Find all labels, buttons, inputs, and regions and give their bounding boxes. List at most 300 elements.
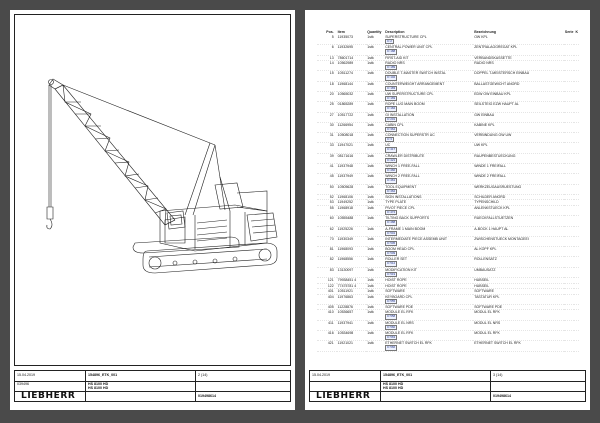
table-row xyxy=(317,184,579,194)
row-pos: 404 xyxy=(317,294,337,304)
row-item: 11921021 xyxy=(337,341,367,351)
date-label: 15.04.2019 xyxy=(312,373,330,377)
row-item: 11925226 xyxy=(337,226,367,236)
liebherr-logo: LIEBHERR xyxy=(316,391,371,401)
row-description-text: DOUBLE T-MASTER SWITCH INSTAL xyxy=(385,71,446,76)
row-page-link[interactable]: D 560 xyxy=(387,324,396,329)
row-pos: 405 xyxy=(317,304,337,310)
col-item: Item xyxy=(337,30,345,34)
row-pos: 421 xyxy=(317,341,337,351)
row-description xyxy=(384,330,473,340)
row-description xyxy=(384,236,473,246)
row-serie xyxy=(564,45,575,55)
row-bezeichnung: AL KOPF KPL xyxy=(473,247,564,257)
row-description xyxy=(384,247,473,257)
row-description-text: A-FRAME 1 MAIN BOOM xyxy=(385,226,426,231)
row-description xyxy=(384,143,473,153)
row-description xyxy=(384,71,473,81)
row-page-link[interactable]: D 461 xyxy=(387,178,396,183)
row-serie xyxy=(564,226,575,236)
row-description-text: UW SUPERSTRUCTURE CPL xyxy=(385,91,434,96)
row-pos: 5 xyxy=(317,35,337,45)
row-serie xyxy=(564,310,575,320)
document-id: 019498614 xyxy=(493,394,511,398)
row-page-link[interactable]: D 460 xyxy=(387,168,396,173)
row-k xyxy=(574,341,579,351)
row-pos: 62 xyxy=(317,226,337,236)
row-item: 11968918 xyxy=(337,205,367,215)
row-bezeichnung: ZWISCHENSTUECK MONTAGEEI xyxy=(473,236,564,246)
row-serie xyxy=(564,61,575,71)
row-page-link[interactable]: D 169 xyxy=(387,95,396,100)
drawing-frame xyxy=(14,14,291,366)
row-description-text: CENTRAL POWER UNIT CPL xyxy=(385,45,433,50)
table-row xyxy=(317,216,579,226)
row-qty: 1stk xyxy=(366,236,384,246)
row-bezeichnung: WINDE 2 FREIFALL xyxy=(473,174,564,184)
row-serie xyxy=(564,122,575,132)
col-desc: Description xyxy=(385,30,405,34)
row-k xyxy=(574,205,579,215)
row-qty: 1stk xyxy=(366,320,384,330)
row-serie xyxy=(564,247,575,257)
row-page-link[interactable]: D 555 xyxy=(387,298,396,303)
table-row xyxy=(317,143,579,153)
row-k xyxy=(574,45,579,55)
row-page-link[interactable]: D 566 xyxy=(387,345,396,350)
row-bezeichnung: VERBANDSKASSETTE xyxy=(473,55,564,61)
row-description xyxy=(384,341,473,351)
table-row xyxy=(317,112,579,122)
row-description xyxy=(384,205,473,215)
row-bezeichnung: A-BOCK 1 HAUPT AL xyxy=(473,226,564,236)
row-description-text: CABIN CPL xyxy=(385,122,404,127)
row-serie xyxy=(564,267,575,277)
row-qty: 1stk xyxy=(366,133,384,143)
row-qty: 1stk xyxy=(366,289,384,295)
row-serie xyxy=(564,257,575,267)
row-item: 10517722 xyxy=(337,112,367,122)
row-k xyxy=(574,330,579,340)
row-qty: 1stk xyxy=(366,304,384,310)
row-bezeichnung: MODUL EL RFK xyxy=(473,330,564,340)
row-bezeichnung: BALLASTGEWICHT ANORD xyxy=(473,81,564,91)
row-k xyxy=(574,216,579,226)
row-bezeichnung: ZENTRALAGGREGAT KPL xyxy=(473,45,564,55)
page-right xyxy=(305,10,590,410)
table-row xyxy=(317,341,579,351)
row-description-text: PIVOT PIECE CPL xyxy=(385,205,415,210)
row-k xyxy=(574,35,579,45)
row-item: 13130097 xyxy=(337,267,367,277)
row-k xyxy=(574,294,579,304)
row-bezeichnung: OW KPL xyxy=(473,35,564,45)
row-page-link[interactable]: D 474 xyxy=(387,209,396,214)
row-serie xyxy=(564,81,575,91)
row-k xyxy=(574,153,579,163)
row-k xyxy=(574,247,579,257)
row-pos: 416 xyxy=(317,330,337,340)
row-k xyxy=(574,143,579,153)
row-pos: 122 xyxy=(317,283,337,289)
row-item: 11937948 xyxy=(337,164,367,174)
row-pos: 33 xyxy=(317,143,337,153)
row-pos: 82 xyxy=(317,257,337,267)
table-row xyxy=(317,174,579,184)
row-pos: 25 xyxy=(317,102,337,112)
row-description xyxy=(384,226,473,236)
row-bezeichnung: RAUPENBESTUECKUNG xyxy=(473,153,564,163)
row-item: 10555488 xyxy=(337,216,367,226)
row-k xyxy=(574,81,579,91)
row-description-text: GI INSTALLATION xyxy=(385,112,415,117)
row-qty: 1stk xyxy=(366,91,384,101)
row-description-text: MODULE EL NRS xyxy=(385,320,414,325)
row-qty: 1stk xyxy=(366,55,384,61)
col-serie: Serie xyxy=(564,30,574,34)
row-description xyxy=(384,267,473,277)
row-page-link[interactable]: D 501 xyxy=(387,230,396,235)
row-bezeichnung: UW KPL xyxy=(473,143,564,153)
row-item: 11968556 xyxy=(337,257,367,267)
row-page-link[interactable]: D 462 xyxy=(387,188,396,193)
row-serie xyxy=(564,35,575,45)
row-qty: 1stk xyxy=(366,71,384,81)
row-pos: 14 xyxy=(317,61,337,71)
row-serie xyxy=(564,112,575,122)
row-qty: 1stk xyxy=(366,81,384,91)
row-description xyxy=(384,174,473,184)
row-page-link[interactable]: D 183 xyxy=(387,85,396,90)
row-k xyxy=(574,61,579,71)
row-qty: 1stk xyxy=(366,200,384,206)
row-bezeichnung: SOFTWARE xyxy=(473,289,564,295)
row-qty: 1stk xyxy=(366,267,384,277)
row-qty: 1stk xyxy=(366,205,384,215)
row-item: 11949252 xyxy=(337,200,367,206)
row-page-link[interactable]: D 201 xyxy=(387,116,396,121)
col-k: K xyxy=(575,30,578,34)
model-2: HS 8100 HD xyxy=(383,386,404,390)
row-description-text: HOIST ROPE xyxy=(385,283,407,288)
table-row xyxy=(317,81,579,91)
crawler-crane-drawing xyxy=(15,15,290,365)
row-description xyxy=(384,102,473,112)
row-item: 11947021 xyxy=(337,143,367,153)
row-description-text: MODULE EL RFK xyxy=(385,330,414,335)
row-item: 08171616 xyxy=(337,153,367,163)
row-item: 10511274 xyxy=(337,71,367,81)
row-k xyxy=(574,257,579,267)
row-page-link[interactable]: D 417 xyxy=(387,147,396,152)
row-bezeichnung: ANLENKSTUECK KPL xyxy=(473,205,564,215)
row-serie xyxy=(564,102,575,112)
row-k xyxy=(574,226,579,236)
row-item: 11937949 xyxy=(337,174,367,184)
row-page-link[interactable]: D 2 xyxy=(387,39,392,43)
row-page-link[interactable]: D 364 xyxy=(387,126,396,131)
row-item: 79938451 4 xyxy=(337,278,367,284)
row-serie xyxy=(564,133,575,143)
table-row xyxy=(317,236,579,246)
row-page-link[interactable]: D 488 xyxy=(387,220,396,225)
row-description-text: UC xyxy=(385,143,391,148)
row-description-text: SOFTWARE PDE xyxy=(385,304,414,309)
row-item: 10505628 xyxy=(337,184,367,194)
row-description xyxy=(384,81,473,91)
row-qty: 1stk xyxy=(366,35,384,45)
row-qty: 1stk xyxy=(366,194,384,200)
row-k xyxy=(574,320,579,330)
table-row xyxy=(317,35,579,45)
row-qty: 1stk xyxy=(366,278,384,284)
row-description-text: MODIFICATION KIT xyxy=(385,267,417,272)
page-left xyxy=(10,10,295,410)
table-row xyxy=(317,61,579,71)
row-description xyxy=(384,35,473,45)
row-page-link[interactable]: D 184 xyxy=(387,106,396,111)
liebherr-logo: LIEBHERR xyxy=(21,391,76,401)
row-qty: 1stk xyxy=(366,294,384,304)
row-pos: 31 xyxy=(317,133,337,143)
row-qty: 1stk xyxy=(366,61,384,71)
row-pos: 27 xyxy=(317,112,337,122)
table-row xyxy=(317,320,579,330)
col-pos: Pos. xyxy=(326,30,334,34)
row-bezeichnung: RADIO NRS xyxy=(473,61,564,71)
row-serie xyxy=(564,184,575,194)
row-bezeichnung: ROLLENSATZ xyxy=(473,257,564,267)
row-qty: 1stk xyxy=(366,164,384,174)
row-qty: 1stk xyxy=(366,112,384,122)
row-qty: 1stk xyxy=(366,310,384,320)
row-pos: 18 xyxy=(317,81,337,91)
title-block-left xyxy=(14,370,291,402)
row-pos: 410 xyxy=(317,310,337,320)
row-description-text: TOOL EQUIPMENT xyxy=(385,184,417,189)
row-page-link[interactable]: D 421 xyxy=(387,157,396,162)
row-pos: 50 xyxy=(317,184,337,194)
table-row xyxy=(317,91,579,101)
row-description xyxy=(384,164,473,174)
row-k xyxy=(574,236,579,246)
row-pos: 83 xyxy=(317,267,337,277)
title-block-right xyxy=(309,370,586,402)
row-page-link[interactable]: D 512 xyxy=(387,261,396,266)
row-page-link[interactable]: D 509 xyxy=(387,251,396,256)
row-item: 10536657 xyxy=(337,310,367,320)
row-description-text: ROPE LUG MAIN BOOM xyxy=(385,102,425,107)
row-serie xyxy=(564,341,575,351)
row-description-text: CONNECTION SUPERSTR UC xyxy=(385,133,435,138)
table-row xyxy=(317,205,579,215)
parts-list-table xyxy=(317,29,579,352)
row-description-text: ETHERNET SWITCH EL RFK xyxy=(385,341,432,346)
row-description xyxy=(384,216,473,226)
row-description-text: MODULE EL RFK xyxy=(385,310,414,315)
row-k xyxy=(574,164,579,174)
row-qty: 1stk xyxy=(366,45,384,55)
row-item: 10562989 xyxy=(337,61,367,71)
row-serie xyxy=(564,143,575,153)
row-description xyxy=(384,294,473,304)
table-row xyxy=(317,247,579,257)
row-item: 01865289 xyxy=(337,102,367,112)
row-item: 11930349 xyxy=(337,236,367,246)
row-bezeichnung: RUECKFALLSTUETZEN xyxy=(473,216,564,226)
row-pos: 15 xyxy=(317,71,337,81)
row-bezeichnung: HUBSEIL xyxy=(473,283,564,289)
row-item: 11968106 xyxy=(337,194,367,200)
row-description xyxy=(384,91,473,101)
row-pos: 6 xyxy=(317,45,337,55)
row-bezeichnung: UMBAUSATZ xyxy=(473,267,564,277)
row-k xyxy=(574,267,579,277)
table-row xyxy=(317,294,579,304)
row-qty: 1stk xyxy=(366,174,384,184)
row-serie xyxy=(564,174,575,184)
code-label: 039496 xyxy=(17,382,29,386)
table-row xyxy=(317,164,579,174)
row-description-text: SUPERSTRUCTURE CPL xyxy=(385,35,427,39)
row-serie xyxy=(564,216,575,226)
row-item: 10534698 xyxy=(337,330,367,340)
row-k xyxy=(574,184,579,194)
row-page-link[interactable]: D 558 xyxy=(387,314,396,319)
row-k xyxy=(574,174,579,184)
row-page-link[interactable]: D 189 xyxy=(387,65,396,70)
row-serie xyxy=(564,236,575,246)
row-bezeichnung: ETHERNET SWITCH EL RFK xyxy=(473,341,564,351)
row-k xyxy=(574,91,579,101)
row-serie xyxy=(564,71,575,81)
row-pos: 13 xyxy=(317,55,337,61)
row-description-text: COUNTERWEIGHT ARRANGEMENT xyxy=(385,81,445,86)
row-bezeichnung: SEILSTEIG EZW HAUPT AL xyxy=(473,102,564,112)
row-qty: 1stk xyxy=(366,330,384,340)
row-item: 11968093 xyxy=(337,247,367,257)
row-page-link[interactable]: D 563 xyxy=(387,334,396,339)
row-qty: 1stk xyxy=(366,102,384,112)
row-page-link[interactable]: D 3 xyxy=(387,137,392,142)
row-qty: 1stk xyxy=(366,257,384,267)
row-bezeichnung: GW EINBAU xyxy=(473,112,564,122)
doc-number: 154896_ETK_001 xyxy=(88,373,118,377)
row-qty: 1stk xyxy=(366,216,384,226)
model-1: HS 8100 HD xyxy=(383,382,404,386)
row-pos: 60 xyxy=(317,216,337,226)
row-description-text: ROLLER SET xyxy=(385,257,408,262)
row-description-text: INTERMEDIATE PIECE ASSEMB UNIT xyxy=(385,236,447,241)
row-item: 11976863 xyxy=(337,294,367,304)
row-pos: 55 xyxy=(317,205,337,215)
table-row xyxy=(317,45,579,55)
row-item: 10565032 xyxy=(337,91,367,101)
row-description xyxy=(384,122,473,132)
row-bezeichnung: TYPENSCHILD xyxy=(473,200,564,206)
row-description-text: CRAWLER DISTRIBUTE xyxy=(385,153,425,158)
row-qty: 1stk xyxy=(366,283,384,289)
row-pos: 52 xyxy=(317,194,337,200)
row-serie xyxy=(564,320,575,330)
row-description xyxy=(384,310,473,320)
row-pos: 39 xyxy=(317,153,337,163)
row-description-text: SIGN INSTALLATIONS xyxy=(385,194,422,199)
row-serie xyxy=(564,164,575,174)
row-qty: 1stk xyxy=(366,122,384,132)
row-page-link[interactable]: D 188 xyxy=(387,49,396,54)
row-qty: 1stk xyxy=(366,341,384,351)
row-pos: 53 xyxy=(317,200,337,206)
row-bezeichnung: DOPPEL T-MEISTERSCH EINBAU xyxy=(473,71,564,81)
row-qty: 1stk xyxy=(366,226,384,236)
row-page-link[interactable]: D 505 xyxy=(387,240,396,245)
row-serie xyxy=(564,91,575,101)
row-k xyxy=(574,71,579,81)
table-row xyxy=(317,267,579,277)
row-pos: 70 xyxy=(317,236,337,246)
row-item: 11266954 xyxy=(337,122,367,132)
row-item: 78601714 xyxy=(337,55,367,61)
page-number: 3 (14) xyxy=(493,373,503,377)
table-row xyxy=(317,153,579,163)
table-row xyxy=(317,257,579,267)
row-description xyxy=(384,133,473,143)
row-serie xyxy=(564,153,575,163)
row-description xyxy=(384,257,473,267)
row-description-text: RADIO NRS xyxy=(385,61,405,66)
row-qty: 1stk xyxy=(366,153,384,163)
row-pos: 41 xyxy=(317,164,337,174)
row-pos: 401 xyxy=(317,289,337,295)
table-row xyxy=(317,133,579,143)
col-qty: Quantity xyxy=(367,30,382,34)
row-description xyxy=(384,112,473,122)
row-pos: 411 xyxy=(317,320,337,330)
row-description-text: TYPE PLATE xyxy=(385,200,407,205)
row-description-text: WINCH 2 FREE-FALL xyxy=(385,174,420,179)
row-pos: 20 xyxy=(317,91,337,101)
row-qty: 1stk xyxy=(366,247,384,257)
doc-number: 154896_ETK_001 xyxy=(383,373,413,377)
row-item: 11935073 xyxy=(337,35,367,45)
row-item: 10508018 xyxy=(337,133,367,143)
row-bezeichnung: SCHILDER ANORD xyxy=(473,194,564,200)
row-k xyxy=(574,133,579,143)
row-bezeichnung: KABINE KPL xyxy=(473,122,564,132)
row-item: 11968144 xyxy=(337,81,367,91)
row-item: 11228876 xyxy=(337,304,367,310)
table-row xyxy=(317,122,579,132)
row-qty: 1stk xyxy=(366,143,384,153)
row-description xyxy=(384,153,473,163)
row-qty: 1stk xyxy=(366,184,384,194)
row-pos: 81 xyxy=(317,247,337,257)
row-page-link[interactable]: D 102 xyxy=(387,75,396,80)
row-bezeichnung: WERKZEUGAUSRUESTUNG xyxy=(473,184,564,194)
row-description-text: FIRST-AID KIT xyxy=(385,55,409,60)
row-item: 11932695 xyxy=(337,45,367,55)
row-description xyxy=(384,45,473,55)
row-description-text: KEYBOARD CPL xyxy=(385,294,413,299)
row-description-text: WINCH 1 FREE-FALL xyxy=(385,164,420,169)
row-page-link[interactable]: D 519 xyxy=(387,271,396,276)
row-bezeichnung: WINDE 1 FREIFALL xyxy=(473,164,564,174)
table-row xyxy=(317,330,579,340)
row-description-text: HOIST ROPE xyxy=(385,278,407,283)
row-item: 10511921 xyxy=(337,289,367,295)
row-serie xyxy=(564,330,575,340)
